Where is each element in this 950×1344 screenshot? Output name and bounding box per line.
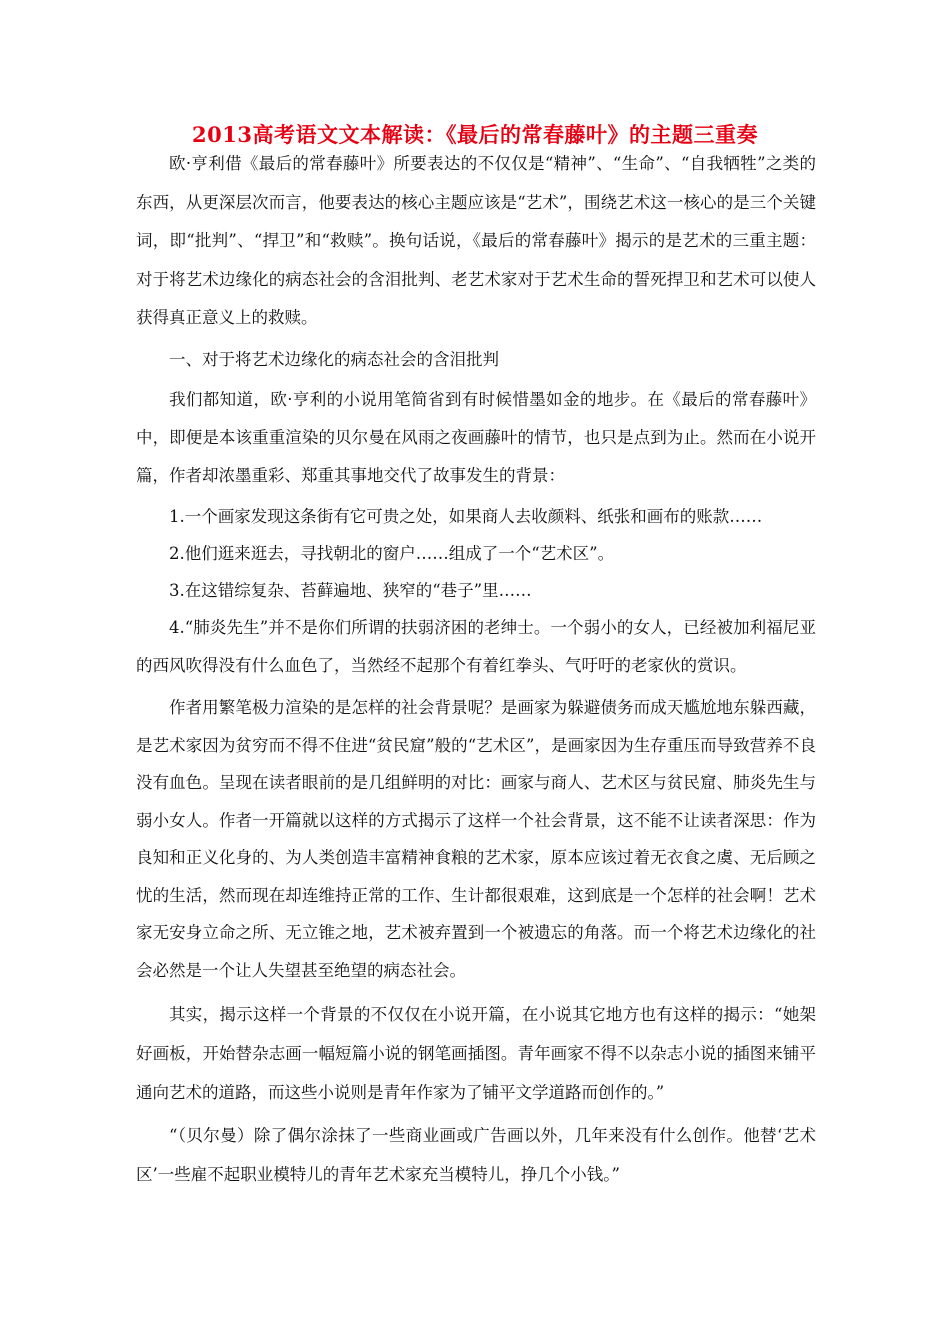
document-title: 2013高考语文文本解读：《最后的常春藤叶》的主题三重奏	[192, 122, 758, 147]
list-item: 4.“肺炎先生”并不是你们所谓的扶弱济困的老绅士。一个弱小的女人，已经被加利福尼亚的西风吹得没有什么血色了，当然经不起那个有着红拳头、气吁吁的老家伙的赏识。	[136, 617, 816, 675]
paragraph: 我们都知道，欧·亨利的小说用笔简省到有时候惜墨如金的地步。在《最后的常春藤叶》中，即便是本该重重渲染的贝尔曼在风雨之夜画藤叶的情节，也只是点到为止。然而在小说开篇，作者却浓墨重彩、郑重其事地交代了故事发生的背景：	[136, 389, 816, 485]
paragraph: 作者用繁笔极力渲染的是怎样的社会背景呢？是画家为躲避债务而成天尴尬地东躲西藏，是艺术家因为贫穷而不得不住进“贫民窟”般的“艺术区”，是画家因为生存重压而导致营养不良没有血色。呈现在读者眼前的是几组鲜明的对比：画家与商人、艺术区与贫民窟、肺炎先生与弱小女人。作者一开篇就以这样的方式揭示了这样一个社会背景，这不能不让读者深思：作为良知和正义化身的、为人类创造丰富精神食粮的艺术家，原本应该过着无衣食之虞、无后顾之忧的生活，然而现在却连维持正常的工作、生计都很艰难，这到底是一个怎样的社会啊！艺术家无安身立命之所、无立锥之地，艺术被弃置到一个被遗忘的角落。而一个将艺术边缘化的社会必然是一个让人失望甚至绝望的病态社会。	[136, 698, 816, 980]
list-item: 2.他们逛来逛去，寻找朝北的窗户……组成了一个“艺术区”。	[169, 543, 615, 563]
paragraph: “（贝尔曼）除了偶尔涂抹了一些商业画或广告画以外，几年来没有什么创作。他替‘艺术区’一些雇不起职业模特儿的青年艺术家充当模特儿，挣几个小钱。”	[136, 1126, 816, 1185]
paragraph: 其实，揭示这样一个背景的不仅仅在小说开篇，在小说其它地方也有这样的揭示：“她架好画板，开始替杂志画一幅短篇小说的钢笔画插图。青年画家不得不以杂志小说的插图来铺平通向艺术的道路，而这些小说则是青年作家为了铺平文学道路而创作的。”	[136, 1005, 816, 1103]
paragraph-intro: 欧·亨利借《最后的常春藤叶》所要表达的不仅仅是“精神”、“生命”、“自我牺牲”之类的东西，从更深层次而言，他要表达的核心主题应该是“艺术”，围绕艺术这一核心的是三个关键词，即“批判”、“捍卫”和“救赎”。换句话说，《最后的常春藤叶》揭示的是艺术的三重主题：对于将艺术边缘化的病态社会的含泪批判、老艺术家对于艺术生命的誓死捍卫和艺术可以使人获得真正意义上的救赎。	[136, 154, 816, 327]
list-item: 3.在这错综复杂、苔藓遍地、狭窄的“巷子”里……	[169, 580, 532, 600]
document-body	[136, 145, 816, 1194]
section-heading: 一、对于将艺术边缘化的病态社会的含泪批判	[169, 349, 499, 369]
list-item: 1.一个画家发现这条街有它可贵之处，如果商人去收颜料、纸张和画布的账款……	[169, 506, 763, 526]
